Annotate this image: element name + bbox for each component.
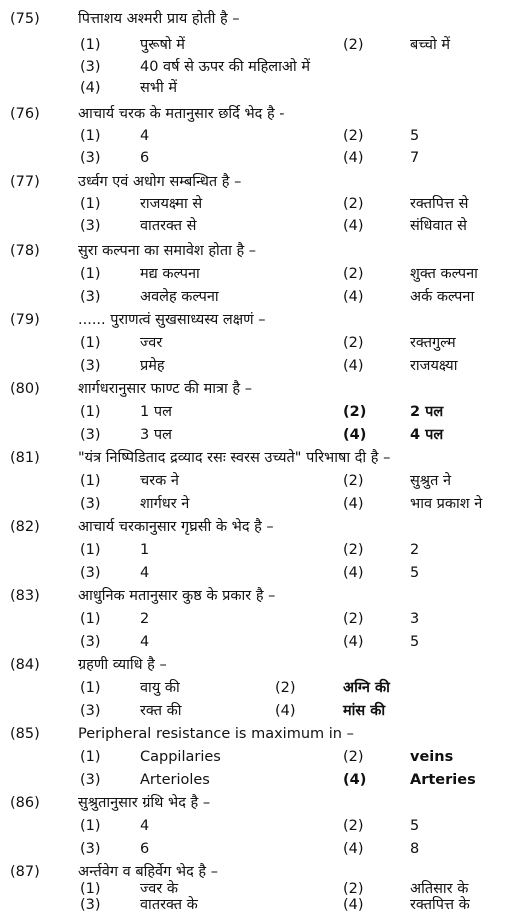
option-number: (2) bbox=[343, 37, 364, 53]
option-row bbox=[0, 285, 525, 309]
option-number: (2) bbox=[343, 542, 364, 558]
question-text: "यंत्र निष्पिडिताद द्रव्याद रसः स्वरस उच्यते" परिभाषा दी है – bbox=[78, 450, 391, 466]
option-number: (1) bbox=[80, 749, 101, 765]
option-text: 7 bbox=[410, 150, 420, 166]
option-text: चरक ने bbox=[140, 473, 179, 489]
question-text: पित्ताशय अश्मरी प्राय होती है – bbox=[78, 11, 240, 27]
option-text: 4 bbox=[140, 818, 150, 834]
option-text: बच्चो में bbox=[410, 37, 450, 53]
option-number: (2) bbox=[343, 611, 364, 627]
option-number: (4) bbox=[80, 80, 101, 96]
option-row bbox=[0, 561, 525, 585]
option-number: (4) bbox=[343, 358, 364, 374]
option-text: 3 bbox=[410, 611, 420, 627]
question-stem bbox=[0, 102, 525, 126]
question-text: आचार्य चरकानुसार गृघ्रसी के भेद है – bbox=[78, 519, 274, 535]
option-number: (2) bbox=[343, 335, 364, 351]
option-text: 2 पल bbox=[410, 404, 444, 420]
question-number: (81) bbox=[10, 450, 40, 466]
option-text: 6 bbox=[140, 150, 150, 166]
option-number: (2) bbox=[343, 749, 364, 765]
option-number: (1) bbox=[80, 266, 101, 282]
question-text: उर्ध्वग एवं अधोग सम्बन्धित है – bbox=[78, 174, 242, 190]
question-stem bbox=[0, 308, 525, 332]
question-stem bbox=[0, 170, 525, 194]
question-text: शार्गधरानुसार फाण्ट की मात्रा है – bbox=[78, 381, 252, 397]
option-text: 5 bbox=[410, 128, 420, 144]
option-text: मांस की bbox=[343, 703, 386, 719]
option-number: (3) bbox=[80, 703, 101, 719]
option-text: 8 bbox=[410, 841, 420, 857]
option-number: (4) bbox=[343, 427, 367, 443]
option-text: veins bbox=[410, 749, 454, 765]
option-row bbox=[0, 630, 525, 654]
option-text: 6 bbox=[140, 841, 150, 857]
option-row bbox=[0, 676, 525, 700]
question-text: ग्रहणी व्याधि है – bbox=[78, 657, 167, 673]
option-row bbox=[0, 837, 525, 861]
option-text: वातरक्त के bbox=[140, 897, 198, 913]
question-stem bbox=[0, 791, 525, 815]
option-number: (3) bbox=[80, 772, 101, 788]
option-text: Arteries bbox=[410, 772, 476, 788]
question-number: (86) bbox=[10, 795, 40, 811]
question-stem bbox=[0, 515, 525, 539]
question-text: Peripheral resistance is maximum in – bbox=[78, 726, 354, 742]
option-number: (3) bbox=[80, 496, 101, 512]
option-text: अतिसार के bbox=[410, 881, 469, 897]
option-row bbox=[0, 814, 525, 838]
option-row bbox=[0, 76, 525, 100]
option-text: Arterioles bbox=[140, 772, 210, 788]
option-text: मद्य कल्पना bbox=[140, 266, 200, 282]
option-text: 1 bbox=[140, 542, 150, 558]
option-row bbox=[0, 423, 525, 447]
option-number: (1) bbox=[80, 881, 101, 897]
option-number: (4) bbox=[343, 634, 364, 650]
option-number: (3) bbox=[80, 358, 101, 374]
option-number: (3) bbox=[80, 634, 101, 650]
option-number: (3) bbox=[80, 289, 101, 305]
option-row bbox=[0, 469, 525, 493]
option-text: अग्नि की bbox=[343, 680, 390, 696]
option-text: 5 bbox=[410, 565, 420, 581]
option-row bbox=[0, 400, 525, 424]
option-number: (4) bbox=[343, 496, 364, 512]
question-number: (79) bbox=[10, 312, 40, 328]
option-number: (2) bbox=[343, 473, 364, 489]
option-number: (3) bbox=[80, 841, 101, 857]
option-text: अवलेह कल्पना bbox=[140, 289, 219, 305]
option-row bbox=[0, 699, 525, 723]
option-row bbox=[0, 331, 525, 355]
option-number: (1) bbox=[80, 680, 101, 696]
option-row bbox=[0, 893, 525, 917]
option-text: 4 bbox=[140, 565, 150, 581]
option-number: (1) bbox=[80, 611, 101, 627]
option-text: ज्वर bbox=[140, 335, 163, 351]
option-text: रक्तपित्त के bbox=[410, 897, 470, 913]
option-number: (4) bbox=[343, 150, 364, 166]
option-number: (1) bbox=[80, 335, 101, 351]
option-text: शुक्त कल्पना bbox=[410, 266, 478, 282]
question-number: (76) bbox=[10, 106, 40, 122]
option-text: संधिवात से bbox=[410, 218, 467, 234]
option-number: (4) bbox=[343, 841, 364, 857]
question-number: (75) bbox=[10, 11, 40, 27]
option-number: (2) bbox=[343, 128, 364, 144]
option-row bbox=[0, 607, 525, 631]
question-stem bbox=[0, 653, 525, 677]
option-text: शार्गधर ने bbox=[140, 496, 190, 512]
option-row bbox=[0, 745, 525, 769]
option-text: 1 पल bbox=[140, 404, 172, 420]
option-text: ज्वर के bbox=[140, 881, 179, 897]
option-number: (3) bbox=[80, 218, 101, 234]
option-text: 2 bbox=[410, 542, 420, 558]
question-number: (87) bbox=[10, 864, 40, 880]
option-number: (2) bbox=[343, 881, 364, 897]
option-row bbox=[0, 192, 525, 216]
option-row bbox=[0, 262, 525, 286]
question-number: (82) bbox=[10, 519, 40, 535]
option-number: (4) bbox=[275, 703, 296, 719]
option-text: सभी में bbox=[140, 80, 178, 96]
question-number: (80) bbox=[10, 381, 40, 397]
question-text: सुश्रुतानुसार ग्रंथि भेद है – bbox=[78, 795, 211, 811]
question-stem bbox=[0, 446, 525, 470]
question-text: सुरा कल्पना का समावेश होता है – bbox=[78, 243, 257, 259]
option-text: राजयक्ष्या bbox=[410, 358, 458, 374]
option-number: (1) bbox=[80, 37, 101, 53]
option-text: 3 पल bbox=[140, 427, 172, 443]
option-number: (3) bbox=[80, 150, 101, 166]
question-text: ...... पुराणत्वं सुखसाध्यस्य लक्षणं – bbox=[78, 312, 266, 328]
option-text: 2 bbox=[140, 611, 150, 627]
option-number: (2) bbox=[343, 266, 364, 282]
option-text: 40 वर्ष से ऊपर की महिलाओ में bbox=[140, 59, 311, 75]
question-stem bbox=[0, 584, 525, 608]
option-text: 4 bbox=[140, 128, 150, 144]
option-number: (3) bbox=[80, 565, 101, 581]
question-stem bbox=[0, 239, 525, 263]
option-number: (4) bbox=[343, 565, 364, 581]
option-number: (1) bbox=[80, 473, 101, 489]
option-row bbox=[0, 768, 525, 792]
option-number: (1) bbox=[80, 128, 101, 144]
option-row bbox=[0, 33, 525, 57]
question-number: (78) bbox=[10, 243, 40, 259]
option-number: (2) bbox=[343, 818, 364, 834]
question-stem bbox=[0, 722, 525, 746]
question-number: (85) bbox=[10, 726, 40, 742]
option-text: सुश्रुत ने bbox=[410, 473, 451, 489]
option-text: 5 bbox=[410, 634, 420, 650]
question-number: (83) bbox=[10, 588, 40, 604]
option-number: (1) bbox=[80, 196, 101, 212]
option-text: राजयक्ष्मा से bbox=[140, 196, 203, 212]
option-number: (1) bbox=[80, 542, 101, 558]
option-text: 4 पल bbox=[410, 427, 444, 443]
option-row bbox=[0, 146, 525, 170]
option-text: 5 bbox=[410, 818, 420, 834]
option-text: पुरूषो में bbox=[140, 37, 185, 53]
option-number: (3) bbox=[80, 59, 101, 75]
option-number: (1) bbox=[80, 818, 101, 834]
question-text: अर्न्तवेग व बहिर्वेग भेद है – bbox=[78, 864, 218, 880]
option-text: Cappilaries bbox=[140, 749, 221, 765]
question-stem bbox=[0, 377, 525, 401]
option-row bbox=[0, 538, 525, 562]
option-number: (1) bbox=[80, 404, 101, 420]
option-number: (3) bbox=[80, 427, 101, 443]
option-text: वायु की bbox=[140, 680, 180, 696]
option-text: वातरक्त से bbox=[140, 218, 197, 234]
option-row bbox=[0, 492, 525, 516]
option-row bbox=[0, 124, 525, 148]
option-text: रक्तगुल्म bbox=[410, 335, 456, 351]
option-number: (3) bbox=[80, 897, 101, 913]
option-text: भाव प्रकाश ने bbox=[410, 496, 483, 512]
option-number: (2) bbox=[343, 196, 364, 212]
option-number: (2) bbox=[343, 404, 367, 420]
option-text: प्रमेह bbox=[140, 358, 165, 374]
question-text: आधुनिक मतानुसार कुष्ठ के प्रकार है – bbox=[78, 588, 276, 604]
question-number: (84) bbox=[10, 657, 40, 673]
option-number: (4) bbox=[343, 772, 367, 788]
option-number: (4) bbox=[343, 897, 364, 913]
question-number: (77) bbox=[10, 174, 40, 190]
question-text: आचार्य चरक के मतानुसार छर्दि भेद है - bbox=[78, 106, 285, 122]
question-stem bbox=[0, 7, 525, 31]
option-text: 4 bbox=[140, 634, 150, 650]
option-number: (4) bbox=[343, 218, 364, 234]
option-text: अर्क कल्पना bbox=[410, 289, 475, 305]
option-number: (4) bbox=[343, 289, 364, 305]
option-row bbox=[0, 214, 525, 238]
option-number: (2) bbox=[275, 680, 296, 696]
option-row bbox=[0, 354, 525, 378]
option-text: रक्तपित्त से bbox=[410, 196, 469, 212]
option-text: रक्त की bbox=[140, 703, 182, 719]
